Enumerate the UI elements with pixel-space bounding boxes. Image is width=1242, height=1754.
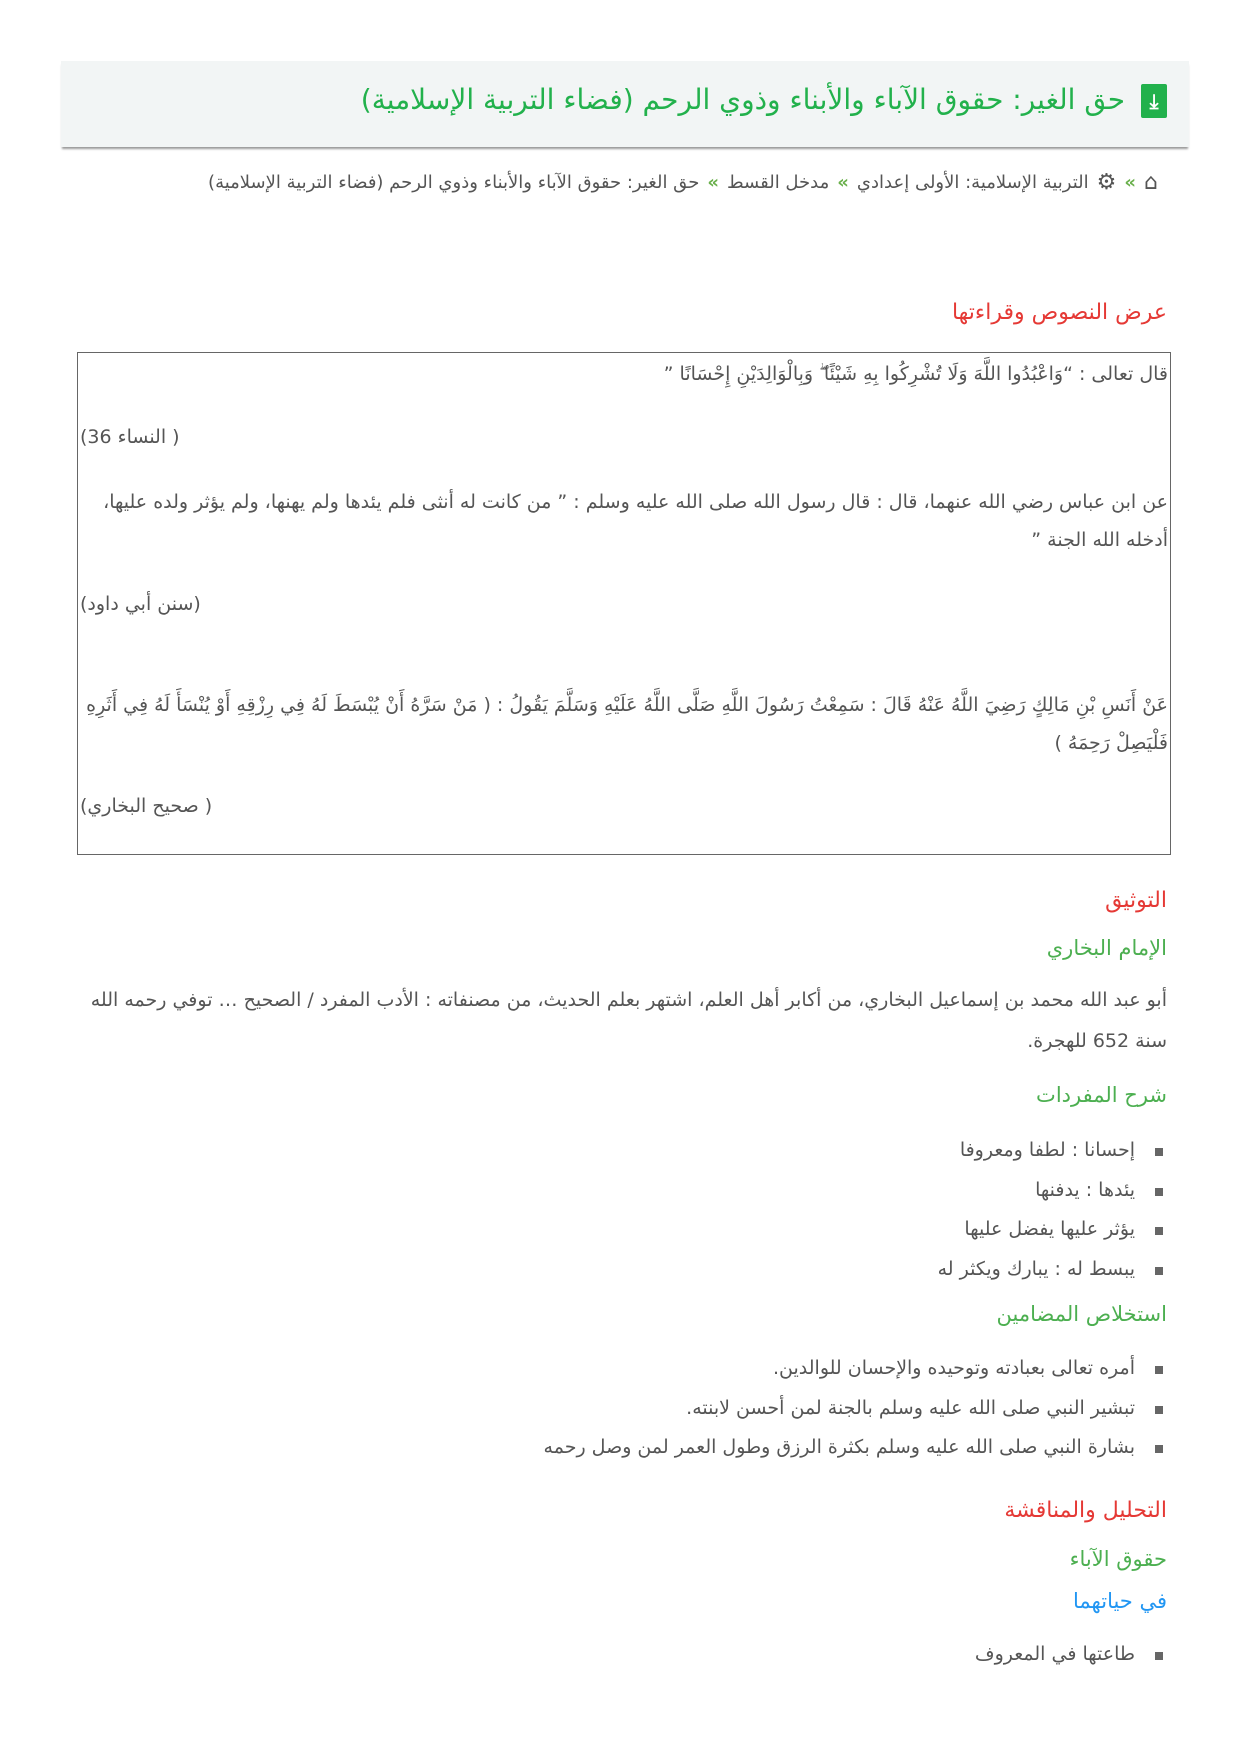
breadcrumb-item[interactable]: مدخل القسط: [726, 172, 830, 193]
sub-heading: الإمام البخاري: [1046, 936, 1167, 960]
quran-verse: قال تعالى : “وَاعْبُدُوا اللَّهَ وَلَا تُشْرِكُوا بِهِ شَيْئًا ۖ وَبِالْوَالِدَيْنِ إِحْسَانًا ”: [663, 363, 1168, 385]
list-item: طاعتها في المعروف: [75, 1635, 1167, 1675]
section-heading: التحليل والمناقشة: [1004, 1498, 1167, 1523]
list-item: بشارة النبي صلى الله عليه وسلم بكثرة الرزق وطول العمر لمن وصل رحمه: [75, 1428, 1167, 1468]
section-heading: عرض النصوص وقراءتها: [951, 300, 1167, 325]
breadcrumb-separator: »: [707, 172, 719, 193]
list-item: تبشير النبي صلى الله عليه وسلم بالجنة لمن أحسن لابنته.: [75, 1389, 1167, 1429]
page-title: حق الغير: حقوق الآباء والأبناء وذوي الرحم (فضاء التربية الإسلامية): [360, 83, 1125, 116]
breadcrumb-current: حق الغير: حقوق الآباء والأبناء وذوي الرحم (فضاء التربية الإسلامية): [208, 172, 700, 193]
list-item: يبسط له : يبارك ويكثر له: [75, 1250, 1167, 1290]
vocab-list: [75, 1131, 1167, 1289]
list-item: يؤثر عليها يفضل عليها: [75, 1210, 1167, 1250]
source: ( النساء 36): [80, 426, 180, 448]
sub-sub-heading: في حياتهما: [1073, 1589, 1167, 1613]
breadcrumb: [208, 170, 1158, 195]
breadcrumb-item[interactable]: التربية الإسلامية: الأولى إعدادي: [856, 172, 1089, 193]
hadith: عَنْ أَنَسِ بْنِ مَالِكٍ رَضِيَ اللَّهُ عَنْهُ قَالَ : سَمِعْتُ رَسُولَ اللَّهِ صَلَّى اللَّهُ عَلَيْهِ وَسَلَّمَ يَقُولُ : ( مَنْ سَرَّهُ أَنْ يُبْسَطَ لَهُ فِي رِزْقِهِ أَوْ يُنْسَأَ لَهُ فِي أَثَرِهِ فَلْيَصِلْ رَحِمَهُ ): [86, 694, 1168, 754]
list-item: يئدها : يدفنها: [75, 1171, 1167, 1211]
analysis-list: [75, 1635, 1167, 1675]
themes-list: [75, 1349, 1167, 1468]
breadcrumb-separator: »: [1124, 172, 1137, 193]
sub-heading: شرح المفردات: [1036, 1083, 1167, 1107]
list-item: إحسانا : لطفا ومعروفا: [75, 1131, 1167, 1171]
gear-icon: ⚙: [1096, 170, 1117, 195]
breadcrumb-separator: »: [837, 172, 849, 193]
sub-heading: استخلاص المضامين: [996, 1302, 1167, 1326]
source: ( صحيح البخاري): [80, 795, 213, 817]
pdf-icon[interactable]: ⤓: [1141, 84, 1167, 118]
list-item: أمره تعالى بعبادته وتوحيده والإحسان للوالدين.: [75, 1349, 1167, 1389]
source: (سنن أبي داود): [80, 593, 201, 615]
texts-box: [77, 352, 1171, 855]
hadith: عن ابن عباس رضي الله عنهما، قال : قال رسول الله صلى الله عليه وسلم : ” من كانت له أنثى فلم يئدها ولم يهنها، ولم يؤثر ولده عليها، أدخله الله الجنة ”: [103, 491, 1168, 551]
page-header: [61, 61, 1189, 147]
paragraph: أبو عبد الله محمد بن إسماعيل البخاري، من أكابر أهل العلم، اشتهر بعلم الحديث، من مصنفاته : الأدب المفرد / الصحيح … توفي رحمه الله سنة 652 للهجرة.: [90, 989, 1167, 1052]
home-icon[interactable]: ⌂: [1144, 170, 1158, 195]
section-heading: التوثيق: [1105, 888, 1167, 913]
sub-heading: حقوق الآباء: [1069, 1547, 1167, 1571]
